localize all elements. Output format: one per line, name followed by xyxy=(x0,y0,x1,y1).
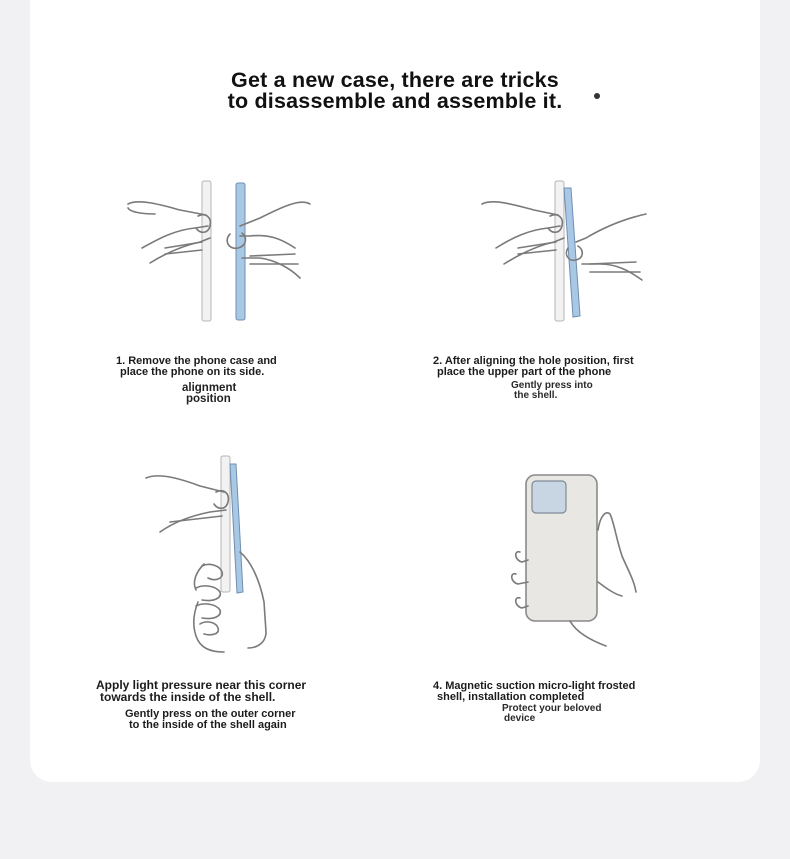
step4-caption xyxy=(433,681,635,703)
step4-caption-line1: 4. Magnetic suction micro-light frosted xyxy=(433,680,636,692)
step3-hand-icon xyxy=(140,452,280,658)
step4-note-line2: device xyxy=(504,713,536,724)
step2-caption xyxy=(433,356,634,378)
step2-note xyxy=(511,381,593,401)
step4-note xyxy=(502,704,601,724)
step4-phone-in-hand-icon xyxy=(510,470,650,650)
step2-hands-icon xyxy=(478,178,668,324)
page-title xyxy=(0,70,790,112)
step1-caption-line2: place the phone on its side. xyxy=(120,366,265,378)
step3-caption-line2: towards the inside of the shell. xyxy=(100,689,276,704)
step1-note-line1: alignment xyxy=(182,382,237,394)
step2-caption-line2: place the upper part of the phone xyxy=(437,366,612,378)
step1-caption-line1: 1. Remove the phone case and xyxy=(116,355,277,367)
step1-note-line2: position xyxy=(186,393,231,405)
title-line-1: Get a new case, there are tricks xyxy=(231,68,559,92)
step4-note-line1: Protect your beloved xyxy=(502,703,602,714)
step1-hands-icon xyxy=(120,178,320,324)
step2-caption-line1: 2. After aligning the hole position, first xyxy=(433,355,634,367)
decorative-dot xyxy=(594,93,600,99)
step3-note-line2: to the inside of the shell again xyxy=(129,719,287,731)
step1-caption xyxy=(116,356,277,378)
step3-note-line1: Gently press on the outer corner xyxy=(125,708,296,720)
step4-caption-line2: shell, installation completed xyxy=(437,691,585,703)
title-line-2: to disassemble and assemble it. xyxy=(227,89,563,113)
step2-note-line2: the shell. xyxy=(514,390,558,401)
step3-caption-line1: Apply light pressure near this corner xyxy=(96,678,307,692)
step1-note xyxy=(182,383,236,405)
step2-note-line1: Gently press into xyxy=(511,380,593,391)
instruction-card xyxy=(30,0,760,782)
step3-caption xyxy=(96,680,306,703)
step3-note xyxy=(125,709,296,731)
